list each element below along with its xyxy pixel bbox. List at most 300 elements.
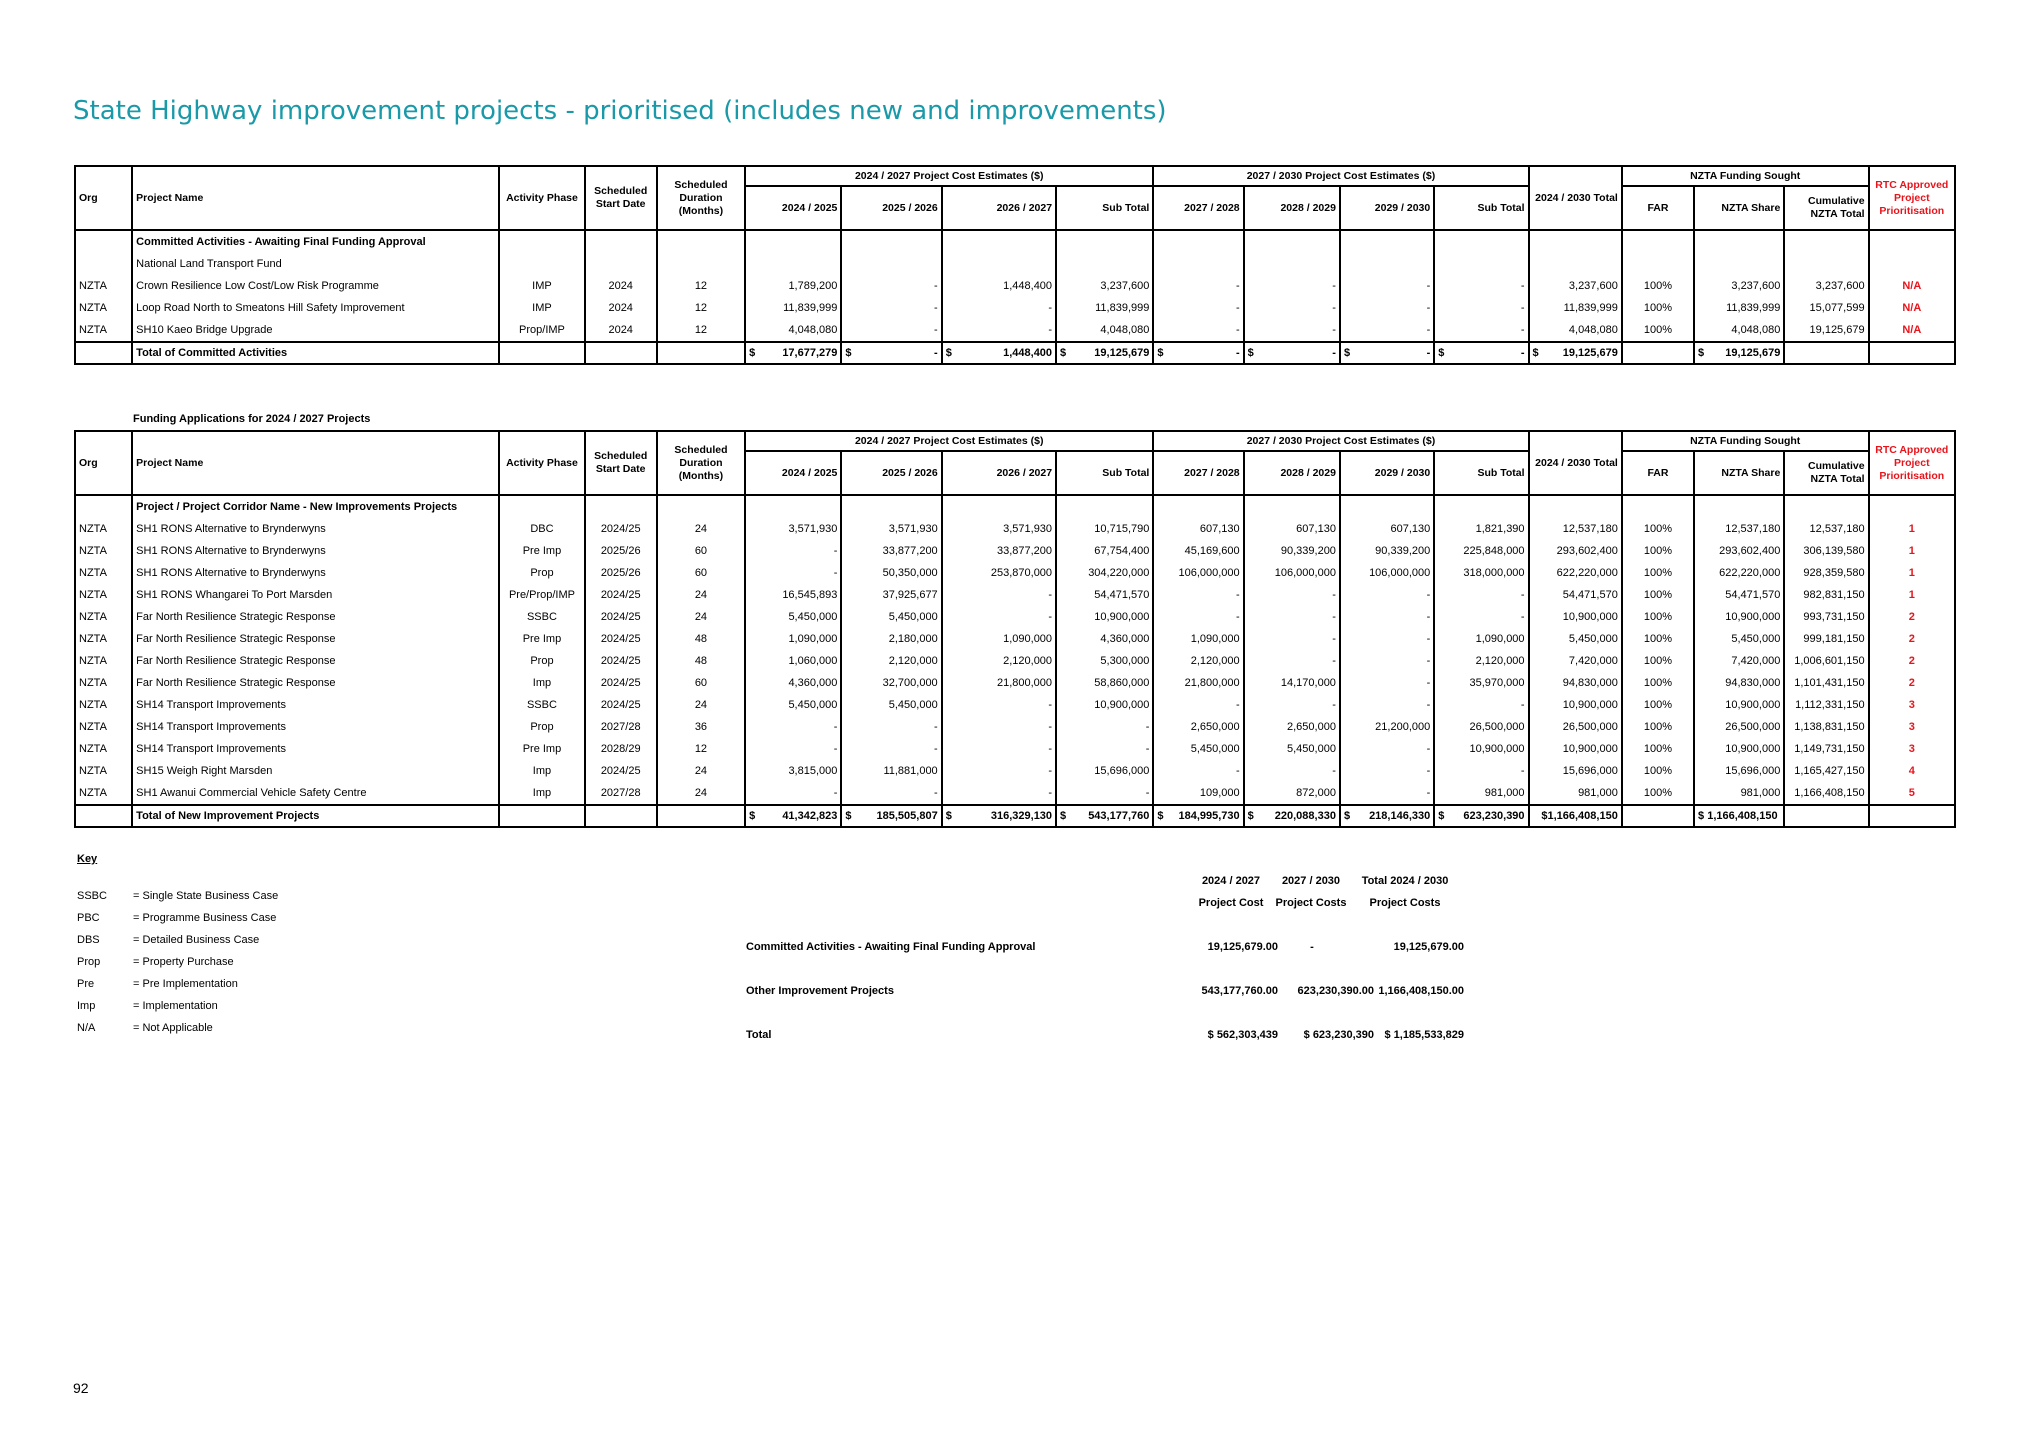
- key-desc: = Property Purchase: [133, 956, 234, 968]
- cell-y1: 1,789,200: [745, 275, 841, 297]
- currency-symbol: $: [845, 810, 852, 822]
- header-rtc: RTC Approved Project Prioritisation: [1869, 166, 1955, 230]
- cell-y6: 90,339,200: [1340, 540, 1434, 562]
- cell-rtc: 2: [1869, 672, 1955, 694]
- cell-duration: 24: [657, 518, 745, 540]
- summary-header-1b: Project Cost: [1198, 897, 1264, 909]
- total-y6: [1340, 805, 1434, 827]
- cell-y2: 50,350,000: [841, 562, 941, 584]
- total-y4: [1153, 342, 1243, 364]
- cell-rtc: 5: [1869, 782, 1955, 805]
- cell-org: NZTA: [75, 738, 132, 760]
- cell-y1: 11,839,999: [745, 297, 841, 319]
- total-value: -: [1520, 347, 1525, 359]
- total-value: 19,125,679: [1562, 347, 1618, 359]
- currency-symbol: $: [749, 347, 756, 359]
- header-scheduled-start: Scheduled Start Date: [585, 431, 657, 495]
- cell-sub2: 981,000: [1434, 782, 1528, 805]
- cell-far: 100%: [1622, 275, 1694, 297]
- cell-sub1: 304,220,000: [1056, 562, 1153, 584]
- cell-sub2: -: [1434, 606, 1528, 628]
- header-y5: 2028 / 2029: [1244, 186, 1340, 230]
- cell-y1: -: [745, 716, 841, 738]
- cell-project-name: Far North Resilience Strategic Response: [132, 650, 499, 672]
- cell-y6: -: [1340, 275, 1434, 297]
- currency-symbol: $: [1343, 810, 1351, 822]
- total-label: Total of Committed Activities: [132, 342, 499, 364]
- cell-activity-phase: Imp: [499, 760, 584, 782]
- cell-y3: 21,800,000: [942, 672, 1056, 694]
- cell-project-name: Crown Resilience Low Cost/Low Risk Programme: [132, 275, 499, 297]
- cell-activity-phase: IMP: [499, 275, 584, 297]
- total-value: 17,677,279: [782, 347, 838, 359]
- header-y2: 2025 / 2026: [841, 451, 941, 495]
- cell-cumulative: 1,112,331,150: [1784, 694, 1868, 716]
- table-header: [75, 166, 1955, 230]
- section-title: Committed Activities - Awaiting Final Funding Approval: [132, 230, 499, 253]
- cell-sub1: 67,754,400: [1056, 540, 1153, 562]
- cell-far: 100%: [1622, 716, 1694, 738]
- cell-total: 54,471,570: [1529, 584, 1622, 606]
- cell-org: NZTA: [75, 782, 132, 805]
- table-row: [75, 319, 1955, 342]
- cell-y1: 16,545,893: [745, 584, 841, 606]
- cell-activity-phase: Pre Imp: [499, 738, 584, 760]
- cell-y5: 2,650,000: [1244, 716, 1340, 738]
- cell-cumulative: 1,165,427,150: [1784, 760, 1868, 782]
- cell-start: 2024/25: [585, 650, 657, 672]
- cell-y4: 21,800,000: [1153, 672, 1243, 694]
- cell-y2: -: [841, 738, 941, 760]
- cell-sub1: 10,900,000: [1056, 694, 1153, 716]
- header-group-2024-2027: 2024 / 2027 Project Cost Estimates ($): [745, 166, 1153, 186]
- cell-y2: 2,120,000: [841, 650, 941, 672]
- cell-duration: 48: [657, 628, 745, 650]
- cell-y2: 2,180,000: [841, 628, 941, 650]
- table-row: [75, 297, 1955, 319]
- table-row: [75, 738, 1955, 760]
- cell-y4: -: [1153, 319, 1243, 342]
- total-value: 41,342,823: [782, 810, 838, 822]
- cell-duration: 12: [657, 297, 745, 319]
- cell-far: 100%: [1622, 319, 1694, 342]
- cell-y3: -: [942, 606, 1056, 628]
- cell-y5: 872,000: [1244, 782, 1340, 805]
- cell-duration: 12: [657, 319, 745, 342]
- total-sub1: [1056, 342, 1153, 364]
- cell-project-name: SH14 Transport Improvements: [132, 716, 499, 738]
- cell-y4: -: [1153, 694, 1243, 716]
- cell-y6: 106,000,000: [1340, 562, 1434, 584]
- cell-y3: 3,571,930: [942, 518, 1056, 540]
- cell-duration: 24: [657, 694, 745, 716]
- cell-y2: 11,881,000: [841, 760, 941, 782]
- cell-sub2: -: [1434, 760, 1528, 782]
- cell-activity-phase: Prop: [499, 562, 584, 584]
- total-value: 623,230,390: [1463, 810, 1525, 822]
- cell-total: 10,900,000: [1529, 738, 1622, 760]
- key-desc: = Implementation: [133, 1000, 218, 1012]
- cell-share: 7,420,000: [1694, 650, 1784, 672]
- header-rtc: RTC Approved Project Prioritisation: [1869, 431, 1955, 495]
- total-label: Total of New Improvement Projects: [132, 805, 499, 827]
- cell-y2: 32,700,000: [841, 672, 941, 694]
- table-row: [75, 716, 1955, 738]
- cell-activity-phase: IMP: [499, 297, 584, 319]
- cell-org: NZTA: [75, 319, 132, 342]
- cell-start: 2024: [585, 319, 657, 342]
- summary-c2: 623,230,390.00: [1297, 985, 1374, 997]
- header-sub1: Sub Total: [1056, 186, 1153, 230]
- cell-share: 5,450,000: [1694, 628, 1784, 650]
- cell-rtc: 1: [1869, 518, 1955, 540]
- cell-y3: -: [942, 694, 1056, 716]
- cell-org: NZTA: [75, 518, 132, 540]
- cell-sub2: 1,821,390: [1434, 518, 1528, 540]
- cell-sub2: -: [1434, 275, 1528, 297]
- cell-start: 2024/25: [585, 628, 657, 650]
- total-value: 185,505,807: [876, 810, 938, 822]
- currency-symbol: $: [845, 347, 852, 359]
- cell-y4: -: [1153, 275, 1243, 297]
- cell-start: 2027/28: [585, 782, 657, 805]
- cell-duration: 24: [657, 584, 745, 606]
- currency-symbol: $: [1343, 347, 1351, 359]
- total-sub1: [1056, 805, 1153, 827]
- cell-share: 981,000: [1694, 782, 1784, 805]
- cell-cumulative: 306,139,580: [1784, 540, 1868, 562]
- header-y6: 2029 / 2030: [1340, 451, 1434, 495]
- cell-share: 622,220,000: [1694, 562, 1784, 584]
- total-value: 218,146,330: [1369, 810, 1431, 822]
- key-abbr: N/A: [77, 1022, 96, 1034]
- key-desc: = Pre Implementation: [133, 978, 238, 990]
- header-activity-phase: Activity Phase: [499, 431, 584, 495]
- cell-y4: -: [1153, 584, 1243, 606]
- cell-duration: 36: [657, 716, 745, 738]
- cell-activity-phase: Pre Imp: [499, 628, 584, 650]
- cell-y1: 5,450,000: [745, 606, 841, 628]
- cell-start: 2025/26: [585, 562, 657, 584]
- cell-cumulative: 999,181,150: [1784, 628, 1868, 650]
- total-y1: [745, 805, 841, 827]
- cell-far: 100%: [1622, 738, 1694, 760]
- header-activity-phase: Activity Phase: [499, 166, 584, 230]
- header-cumulative: Cumulative NZTA Total: [1784, 451, 1868, 495]
- cell-y3: 2,120,000: [942, 650, 1056, 672]
- currency-symbol: $: [1438, 810, 1445, 822]
- key-desc: = Not Applicable: [133, 1022, 213, 1034]
- total-share: [1694, 342, 1784, 364]
- cell-total: 3,237,600: [1529, 275, 1622, 297]
- cell-sub1: 54,471,570: [1056, 584, 1153, 606]
- cell-y6: -: [1340, 297, 1434, 319]
- cell-total: 293,602,400: [1529, 540, 1622, 562]
- cell-y6: -: [1340, 319, 1434, 342]
- cell-sub1: -: [1056, 716, 1153, 738]
- cell-y3: -: [942, 760, 1056, 782]
- cell-y6: -: [1340, 672, 1434, 694]
- cell-y4: 109,000: [1153, 782, 1243, 805]
- cell-total: 15,696,000: [1529, 760, 1622, 782]
- cell-cumulative: 3,237,600: [1784, 275, 1868, 297]
- cell-total: 981,000: [1529, 782, 1622, 805]
- cell-project-name: SH14 Transport Improvements: [132, 694, 499, 716]
- cell-share: 15,696,000: [1694, 760, 1784, 782]
- key-desc: = Programme Business Case: [133, 912, 277, 924]
- summary-label: Total: [746, 1029, 772, 1041]
- cell-start: 2024/25: [585, 584, 657, 606]
- total-value: 220,088,330: [1274, 810, 1336, 822]
- cell-rtc: 1: [1869, 540, 1955, 562]
- cell-sub1: 4,360,000: [1056, 628, 1153, 650]
- cell-sub1: 58,860,000: [1056, 672, 1153, 694]
- cell-org: NZTA: [75, 650, 132, 672]
- cell-sub2: -: [1434, 297, 1528, 319]
- cell-sub1: 4,048,080: [1056, 319, 1153, 342]
- cell-rtc: 2: [1869, 628, 1955, 650]
- total-y2: [841, 805, 941, 827]
- cell-y6: -: [1340, 694, 1434, 716]
- currency-symbol: $: [1157, 810, 1164, 822]
- header-y4: 2027 / 2028: [1153, 186, 1243, 230]
- cell-y6: -: [1340, 738, 1434, 760]
- summary-c3: 1,166,408,150.00: [1378, 985, 1464, 997]
- cell-far: 100%: [1622, 606, 1694, 628]
- total-value: -: [1332, 347, 1336, 359]
- cell-org: NZTA: [75, 716, 132, 738]
- summary-header-2b: Project Costs: [1275, 897, 1347, 909]
- summary-c1: 19,125,679.00: [1207, 941, 1278, 953]
- cell-org: NZTA: [75, 297, 132, 319]
- cell-y6: -: [1340, 628, 1434, 650]
- summary-c3: $ 1,185,533,829: [1384, 1029, 1464, 1041]
- cell-y3: -: [942, 716, 1056, 738]
- cell-duration: 60: [657, 672, 745, 694]
- cell-project-name: Far North Resilience Strategic Response: [132, 606, 499, 628]
- cell-project-name: SH10 Kaeo Bridge Upgrade: [132, 319, 499, 342]
- summary-header-3b: Project Costs: [1369, 897, 1441, 909]
- cell-y4: 106,000,000: [1153, 562, 1243, 584]
- cell-y1: 4,048,080: [745, 319, 841, 342]
- cell-y3: 1,090,000: [942, 628, 1056, 650]
- cell-org: NZTA: [75, 760, 132, 782]
- cell-project-name: Far North Resilience Strategic Response: [132, 672, 499, 694]
- page-title: State Highway improvement projects - prioritised (includes new and improvements): [73, 96, 1167, 126]
- cell-activity-phase: Imp: [499, 672, 584, 694]
- cell-activity-phase: Prop: [499, 716, 584, 738]
- cell-total: 622,220,000: [1529, 562, 1622, 584]
- header-y6: 2029 / 2030: [1340, 186, 1434, 230]
- cell-far: 100%: [1622, 650, 1694, 672]
- cell-y6: 607,130: [1340, 518, 1434, 540]
- cell-total: 12,537,180: [1529, 518, 1622, 540]
- cell-y6: -: [1340, 606, 1434, 628]
- cell-y2: 3,571,930: [841, 518, 941, 540]
- summary-c2: $ 623,230,390: [1303, 1029, 1374, 1041]
- header-total: 2024 / 2030 Total: [1529, 431, 1622, 495]
- cell-project-name: SH1 RONS Alternative to Brynderwyns: [132, 562, 499, 584]
- cell-y5: -: [1244, 297, 1340, 319]
- cell-far: 100%: [1622, 694, 1694, 716]
- cell-y3: -: [942, 584, 1056, 606]
- cell-sub2: 26,500,000: [1434, 716, 1528, 738]
- cell-cumulative: 12,537,180: [1784, 518, 1868, 540]
- cell-activity-phase: DBC: [499, 518, 584, 540]
- cell-sub2: 225,848,000: [1434, 540, 1528, 562]
- cell-duration: 24: [657, 606, 745, 628]
- cell-y3: -: [942, 782, 1056, 805]
- header-sub2: Sub Total: [1434, 186, 1528, 230]
- header-group-2027-2030: 2027 / 2030 Project Cost Estimates ($): [1153, 166, 1528, 186]
- header-group-nzta: NZTA Funding Sought: [1622, 166, 1869, 186]
- section-title: Project / Project Corridor Name - New Improvements Projects: [132, 495, 499, 518]
- cell-cumulative: 1,166,408,150: [1784, 782, 1868, 805]
- cell-y5: -: [1244, 319, 1340, 342]
- header-scheduled-duration: Scheduled Duration (Months): [657, 166, 745, 230]
- cell-start: 2027/28: [585, 716, 657, 738]
- cell-y1: 5,450,000: [745, 694, 841, 716]
- header-y1: 2024 / 2025: [745, 451, 841, 495]
- cell-activity-phase: Pre Imp: [499, 540, 584, 562]
- cell-start: 2024/25: [585, 694, 657, 716]
- total-sub2: [1434, 805, 1528, 827]
- cell-sub2: 35,970,000: [1434, 672, 1528, 694]
- cell-project-name: SH14 Transport Improvements: [132, 738, 499, 760]
- cell-y2: -: [841, 716, 941, 738]
- cell-far: 100%: [1622, 760, 1694, 782]
- cell-activity-phase: SSBC: [499, 694, 584, 716]
- cell-y5: -: [1244, 650, 1340, 672]
- currency-symbol: $: [945, 347, 952, 359]
- cell-total: 26,500,000: [1529, 716, 1622, 738]
- cell-activity-phase: SSBC: [499, 606, 584, 628]
- cell-share: 54,471,570: [1694, 584, 1784, 606]
- total-value: 19,125,679: [1725, 347, 1781, 359]
- cell-sub2: 1,090,000: [1434, 628, 1528, 650]
- key-heading: Key: [77, 853, 98, 865]
- header-org: Org: [75, 431, 132, 495]
- cell-start: 2024/25: [585, 518, 657, 540]
- cell-y4: 45,169,600: [1153, 540, 1243, 562]
- cell-y2: 37,925,677: [841, 584, 941, 606]
- total-row: [75, 342, 1955, 364]
- header-y3: 2026 / 2027: [942, 451, 1056, 495]
- key-abbr: SSBC: [77, 890, 107, 902]
- cell-total: 4,048,080: [1529, 319, 1622, 342]
- table-header: [75, 431, 1955, 495]
- table-body: [75, 230, 1955, 364]
- table-row: [75, 782, 1955, 805]
- cell-rtc: N/A: [1869, 319, 1955, 342]
- cell-sub2: -: [1434, 319, 1528, 342]
- header-group-2027-2030: 2027 / 2030 Project Cost Estimates ($): [1153, 431, 1528, 451]
- table-row: [75, 694, 1955, 716]
- cell-org: NZTA: [75, 694, 132, 716]
- cell-y4: -: [1153, 760, 1243, 782]
- table-body: [75, 495, 1955, 827]
- cell-cumulative: 928,359,580: [1784, 562, 1868, 584]
- cell-y1: 1,090,000: [745, 628, 841, 650]
- cell-share: 10,900,000: [1694, 738, 1784, 760]
- cell-y1: 4,360,000: [745, 672, 841, 694]
- cell-cumulative: 15,077,599: [1784, 297, 1868, 319]
- cell-y5: 5,450,000: [1244, 738, 1340, 760]
- total-value: 1,448,400: [1003, 347, 1053, 359]
- cell-activity-phase: Prop: [499, 650, 584, 672]
- cell-project-name: SH1 RONS Whangarei To Port Marsden: [132, 584, 499, 606]
- cell-sub1: -: [1056, 782, 1153, 805]
- cell-duration: 60: [657, 562, 745, 584]
- cell-far: 100%: [1622, 518, 1694, 540]
- total-share: $ 1,166,408,150: [1694, 805, 1784, 827]
- cell-y6: -: [1340, 760, 1434, 782]
- key-abbr: Imp: [77, 1000, 96, 1012]
- cell-sub1: -: [1056, 738, 1153, 760]
- cell-start: 2024/25: [585, 606, 657, 628]
- summary-label: Committed Activities - Awaiting Final Funding Approval: [746, 941, 1036, 953]
- total-value: -: [934, 347, 938, 359]
- header-scheduled-duration: Scheduled Duration (Months): [657, 431, 745, 495]
- currency-symbol: $: [945, 810, 952, 822]
- cell-total: 7,420,000: [1529, 650, 1622, 672]
- cell-far: 100%: [1622, 628, 1694, 650]
- total-total: $1,166,408,150: [1529, 805, 1622, 827]
- cell-y4: 607,130: [1153, 518, 1243, 540]
- currency-symbol: $: [1060, 347, 1067, 359]
- total-y2: [841, 342, 941, 364]
- cell-rtc: 1: [1869, 562, 1955, 584]
- cell-y3: 1,448,400: [942, 275, 1056, 297]
- cell-sub1: 15,696,000: [1056, 760, 1153, 782]
- cell-share: 3,237,600: [1694, 275, 1784, 297]
- header-far: FAR: [1622, 186, 1694, 230]
- cell-y4: 2,650,000: [1153, 716, 1243, 738]
- total-y3: [942, 342, 1056, 364]
- table-row: [75, 562, 1955, 584]
- total-y1: [745, 342, 841, 364]
- total-total: [1529, 342, 1622, 364]
- cell-cumulative: 1,138,831,150: [1784, 716, 1868, 738]
- cell-y5: 14,170,000: [1244, 672, 1340, 694]
- total-y4: [1153, 805, 1243, 827]
- cell-rtc: 2: [1869, 650, 1955, 672]
- cell-share: 26,500,000: [1694, 716, 1784, 738]
- total-y6: [1340, 342, 1434, 364]
- cell-share: 12,537,180: [1694, 518, 1784, 540]
- cell-y6: -: [1340, 584, 1434, 606]
- key-desc: = Single State Business Case: [133, 890, 279, 902]
- cell-duration: 60: [657, 540, 745, 562]
- cell-y6: 21,200,000: [1340, 716, 1434, 738]
- cell-sub1: 11,839,999: [1056, 297, 1153, 319]
- cell-org: NZTA: [75, 606, 132, 628]
- cell-org: NZTA: [75, 672, 132, 694]
- cell-y5: -: [1244, 584, 1340, 606]
- cell-y5: -: [1244, 628, 1340, 650]
- cell-total: 5,450,000: [1529, 628, 1622, 650]
- cell-org: NZTA: [75, 628, 132, 650]
- cell-start: 2028/29: [585, 738, 657, 760]
- header-y1: 2024 / 2025: [745, 186, 841, 230]
- cell-org: NZTA: [75, 540, 132, 562]
- summary-c3: 19,125,679.00: [1393, 941, 1464, 953]
- table-row: [75, 584, 1955, 606]
- header-far: FAR: [1622, 451, 1694, 495]
- cell-y4: -: [1153, 606, 1243, 628]
- cell-y5: -: [1244, 760, 1340, 782]
- cell-start: 2024/25: [585, 672, 657, 694]
